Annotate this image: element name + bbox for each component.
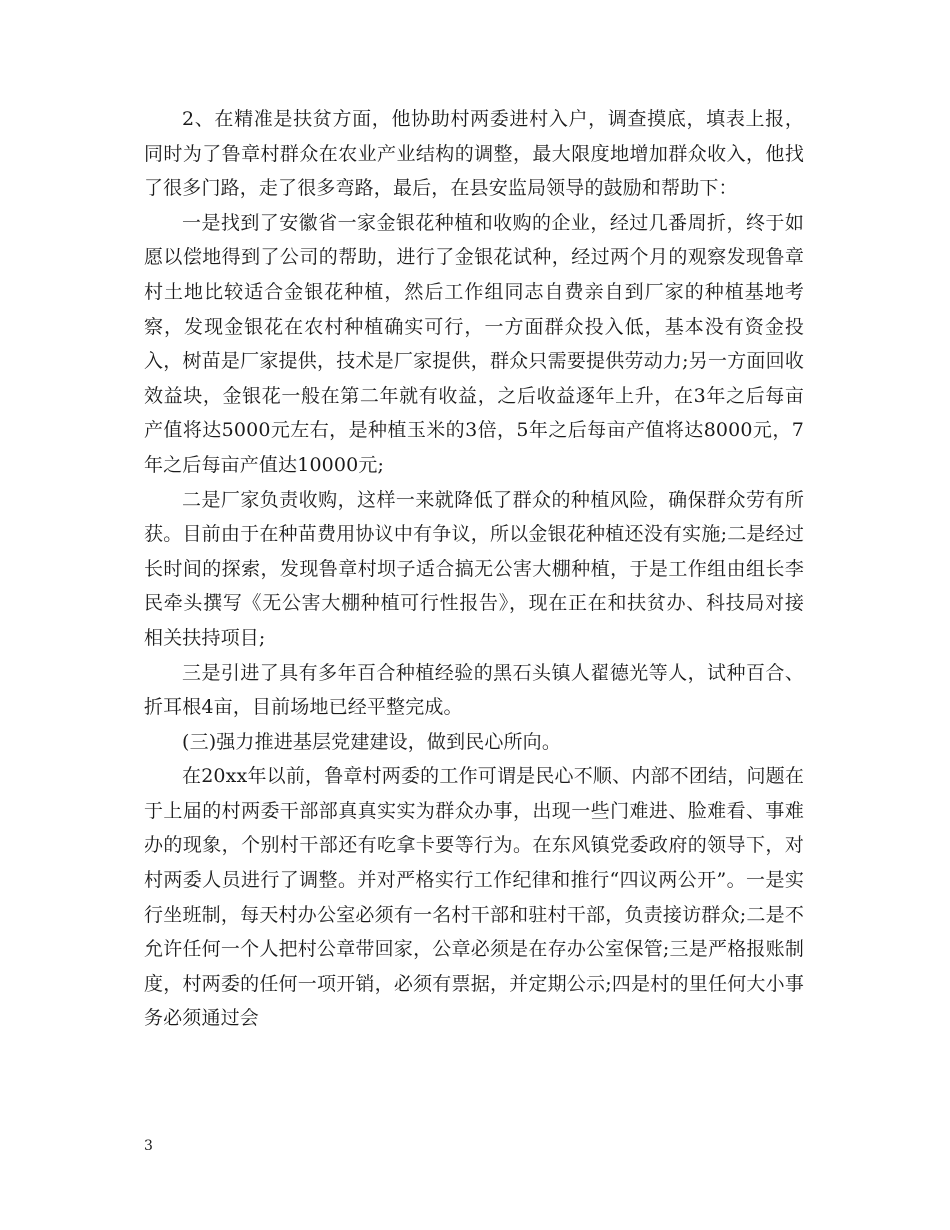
section-heading-party-building: (三)强力推进基层党建建设，做到民心所向。	[182, 730, 561, 753]
page-number: 3	[144, 1138, 153, 1154]
paragraph-poverty-alleviation: 2、在精准是扶贫方面，他协助村两委进村入户，调查摸底，填表上报，同时为了鲁章村群众在农业产业结构的调整，最大限度地增加群众收入，他找了很多门路，走了很多弯路，最后，在县安监局领导的鼓励和帮助下：	[144, 108, 804, 200]
paragraph-purchase-greenhouse: 二是厂家负责收购，这样一来就降低了群众的种植风险，确保群众劳有所获。目前由于在种苗费用协议中有争议，所以金银花种植还没有实施;二是经过长时间的探索，发现鲁章村坝子适合搞无公害大棚种植，于是工作组由组长李民牵头撰写《无公害大棚种植可行性报告》，现在正在和扶贫办、科技局对接相关扶持项目;	[144, 488, 804, 649]
paragraph-honeysuckle: 一是找到了安徽省一家金银花种植和收购的企业，经过几番周折，终于如愿以偿地得到了公司的帮助，进行了金银花试种，经过两个月的观察发现鲁章村土地比较适合金银花种植，然后工作组同志自费亲自到厂家的种植基地考察，发现金银花在农村种植确实可行，一方面群众投入低，基本没有资金投入，树苗是厂家提供，技术是厂家提供，群众只需要提供劳动力;另一方面回收效益块，金银花一般在第二年就有收益，之后收益逐年上升，在3年之后每亩产值将达5000元左右，是种植玉米的3倍，5年之后每亩产值将达8000元，7年之后每亩产值达10000元;	[144, 211, 804, 476]
paragraph-lily-planting: 三是引进了具有多年百合种植经验的黑石头镇人翟德光等人，试种百合、折耳根4亩，目前场地已经平整完成。	[144, 661, 804, 719]
document-body	[144, 102, 804, 1036]
paragraph-village-committee: 在20xx年以前，鲁章村两委的工作可谓是民心不顺、内部不团结，问题在于上届的村两委干部部真真实实为群众办事，出现一些门难进、脸难看、事难办的现象，个别村干部还有吃拿卡要等行为。在东风镇党委政府的领导下，对村两委人员进行了调整。并对严格实行工作纪律和推行“四议两公开”。一是实行坐班制，每天村办公室必须有一名村干部和驻村干部，负责接访群众;二是不允许任何一个人把村公章带回家，公章必须是在存办公室保管;三是严格报账制度，村两委的任何一项开销，必须有票据，并定期公示;四是村的里任何大小事务必须通过会	[144, 765, 804, 1030]
